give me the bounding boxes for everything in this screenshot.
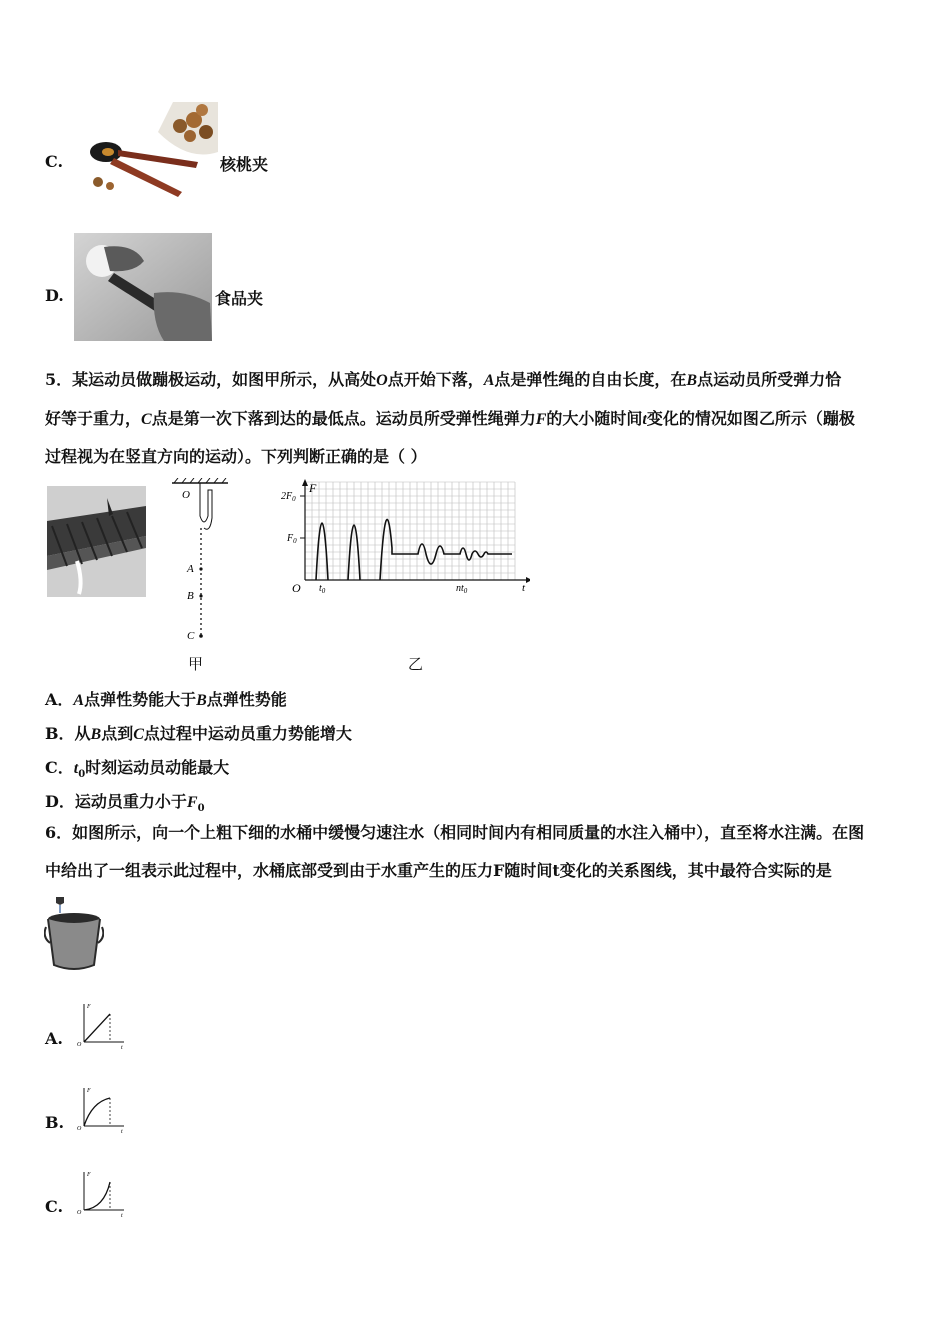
point-o-label: O (182, 489, 190, 501)
bucket-image (44, 893, 104, 973)
figure-jia-diagram (168, 478, 232, 644)
q6-stem (45, 814, 925, 889)
convex-curve (84, 1182, 110, 1210)
tick-nt0-label: $nt_0$ (456, 583, 468, 595)
figure-yi-force-time-graph (280, 478, 530, 648)
tick-t0-label: $t_0$ (319, 583, 326, 595)
axis-f-label: F (87, 1004, 91, 1010)
q5-line-1: 5．某运动员做蹦极运动，如图甲所示，从高处O点开始下落，A点是弹性绳的自由长度，在B点运动员所受弹力恰 (45, 370, 842, 389)
figure-jia-caption: 甲 (188, 655, 204, 673)
axis-f-label: F (87, 1088, 91, 1094)
option-d-letter: D. (45, 286, 64, 305)
q6-option-b-graph[interactable] (74, 1084, 128, 1134)
q5-option-c[interactable]: C．$t_0$时刻运动员动能最大 (45, 758, 230, 781)
origin-label: O (77, 1126, 82, 1132)
concave-curve (84, 1098, 110, 1126)
axis-t-label: t (121, 1129, 123, 1134)
q6-option-c-graph[interactable] (74, 1168, 128, 1218)
point-c-label: C (187, 630, 195, 642)
axis-t-label: t (121, 1045, 123, 1050)
tick-f0-label: $F_0$ (287, 533, 297, 545)
tick-2f0-label: $2F_0$ (281, 491, 296, 503)
axis-t-label: t (522, 582, 526, 594)
force-curve (316, 520, 512, 580)
q6-option-b-letter[interactable]: B. (45, 1113, 65, 1132)
q6-option-a-graph[interactable] (74, 1000, 128, 1050)
origin-label: O (77, 1210, 82, 1216)
option-c-letter: C. (45, 152, 64, 171)
q5-line-3: 过程视为在竖直方向的运动）。下列判断正确的是（ ） (45, 447, 427, 466)
origin-label: O (77, 1042, 82, 1048)
option-d-label: 食品夹 (215, 289, 264, 308)
walnut-cracker-image (78, 102, 218, 198)
figure-yi-caption: 乙 (408, 655, 424, 673)
axis-f-label: F (309, 481, 317, 495)
q6-line-2: 中给出了一组表示此过程中，水桶底部受到由于水重产生的压力F随时间t变化的关系图线，其中最符合实际的是 (45, 860, 832, 880)
axis-t-label: t (121, 1213, 123, 1218)
point-a-label: A (187, 563, 194, 575)
q6-option-c-letter[interactable]: C. (45, 1197, 64, 1216)
origin-label: O (292, 581, 301, 595)
q5-option-d[interactable]: D．运动员重力小于$F_0$ (45, 792, 205, 815)
q5-stem (45, 361, 925, 476)
linear-curve (84, 1014, 110, 1042)
q5-option-b[interactable]: B．从B点到C点过程中运动员重力势能增大 (45, 724, 352, 743)
axis-f-label: F (87, 1172, 91, 1178)
q6-line-1: 6．如图所示，向一个上粗下细的水桶中缓慢匀速注水（相同时间内有相同质量的水注入桶中），直至将水注满。在图 (45, 823, 865, 842)
bungee-photo (47, 486, 146, 597)
q5-line-2: 好等于重力，C点是第一次下落到达的最低点。运动员所受弹性绳弹力F的大小随时间t变化的情况如图乙所示（蹦极 (45, 408, 855, 428)
option-c-label: 核桃夹 (220, 155, 269, 174)
food-tongs-image (74, 233, 212, 341)
q5-option-a[interactable]: A．A点弹性势能大于B点弹性势能 (45, 690, 287, 709)
q6-option-a-letter[interactable]: A. (45, 1029, 63, 1048)
point-b-label: B (187, 590, 194, 602)
